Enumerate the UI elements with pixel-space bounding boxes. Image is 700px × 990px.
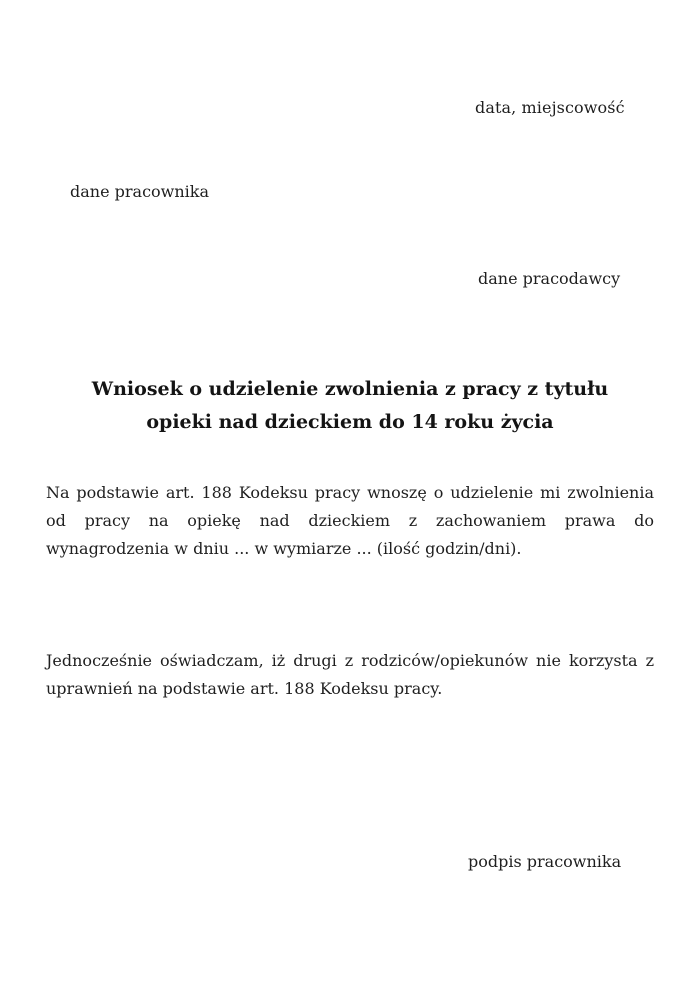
date-place-label: data, miejscowość <box>475 98 625 117</box>
employer-data-label: dane pracodawcy <box>478 269 621 288</box>
declaration-paragraph: Jednocześnie oświadczam, iż drugi z rodziców/opiekunów nie korzysta z uprawnień na podstawie art. 188 Kodeksu pracy. <box>46 651 654 698</box>
request-paragraph: Na podstawie art. 188 Kodeksu pracy wnoszę o udzielenie mi zwolnienia od pracy na opiekę nad dzieckiem z zachowaniem prawa do wynagrodzenia w dniu ... w wymiarze ... (ilość godzin/dni). <box>46 483 654 558</box>
document-title-line-2: opieki nad dzieckiem do 14 roku życia <box>146 411 554 433</box>
employee-data-label: dane pracownika <box>70 182 210 201</box>
document-title <box>40 373 660 439</box>
document-title-line-1: Wniosek o udzielenie zwolnienia z pracy z tytułu <box>91 378 609 400</box>
employee-signature-label: podpis pracownika <box>468 852 622 871</box>
